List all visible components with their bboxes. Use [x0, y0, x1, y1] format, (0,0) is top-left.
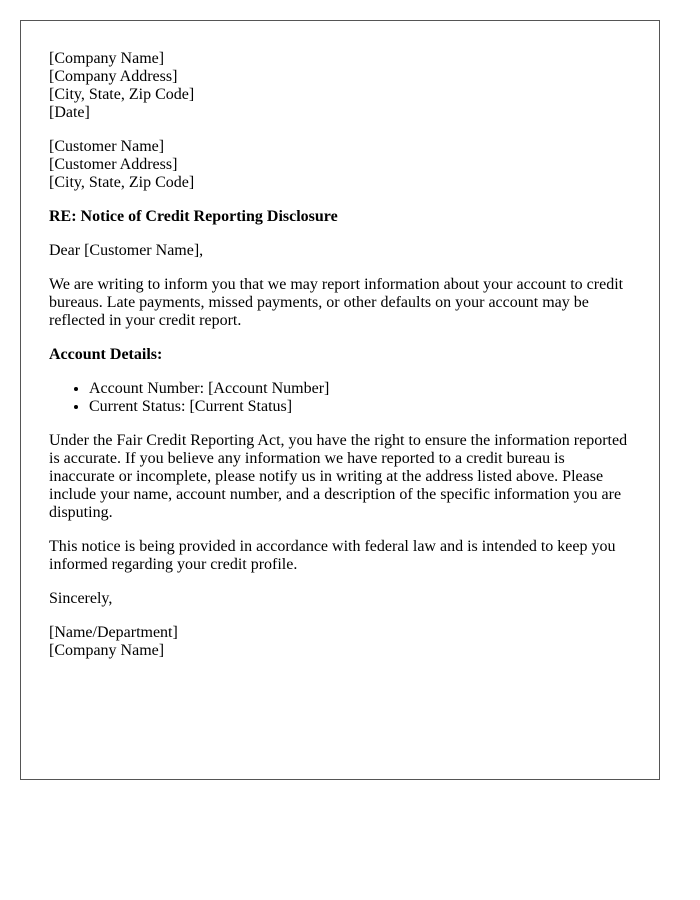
paragraph-rights: Under the Fair Credit Reporting Act, you have the right to ensure the information reported is accurate. If you believe any information we have reported to a credit bureau is inaccurate or incomplete, please notify us in writing at the address listed above. Please include your name, account number, and a description of the specific information you are disputing.: [49, 432, 628, 521]
sender-city-state-zip: [City, State, Zip Code]: [49, 86, 195, 103]
recipient-name: [Customer Name]: [49, 138, 165, 155]
closing: Sincerely,: [49, 590, 113, 607]
list-item: • Account Number: [Account Number]: [89, 380, 631, 398]
signature-name: [Name/Department]: [49, 624, 178, 641]
sender-company-address: [Company Address]: [49, 68, 178, 85]
signature-block: [49, 624, 631, 660]
subject-line: RE: Notice of Credit Reporting Disclosure: [49, 208, 338, 225]
signature-company: [Company Name]: [49, 642, 165, 659]
salutation: Dear [Customer Name],: [49, 242, 204, 259]
recipient-city-state-zip: [City, State, Zip Code]: [49, 174, 195, 191]
letter: [20, 20, 660, 780]
sender-block: [49, 50, 631, 122]
letter-date: [Date]: [49, 104, 90, 121]
paragraph-notice: This notice is being provided in accordance with federal law and is intended to keep you informed regarding your credit profile.: [49, 538, 616, 573]
recipient-address: [Customer Address]: [49, 156, 178, 173]
list-item: • Current Status: [Current Status]: [89, 398, 631, 416]
paragraph-intro: We are writing to inform you that we may report information about your account to credit bureaus. Late payments, missed payments, or other defaults on your account may be reflected in your credit report.: [49, 276, 624, 329]
account-details-heading: Account Details:: [49, 346, 163, 363]
recipient-block: [49, 138, 631, 192]
account-details-list: [49, 380, 631, 416]
sender-company-name: [Company Name]: [49, 50, 165, 67]
